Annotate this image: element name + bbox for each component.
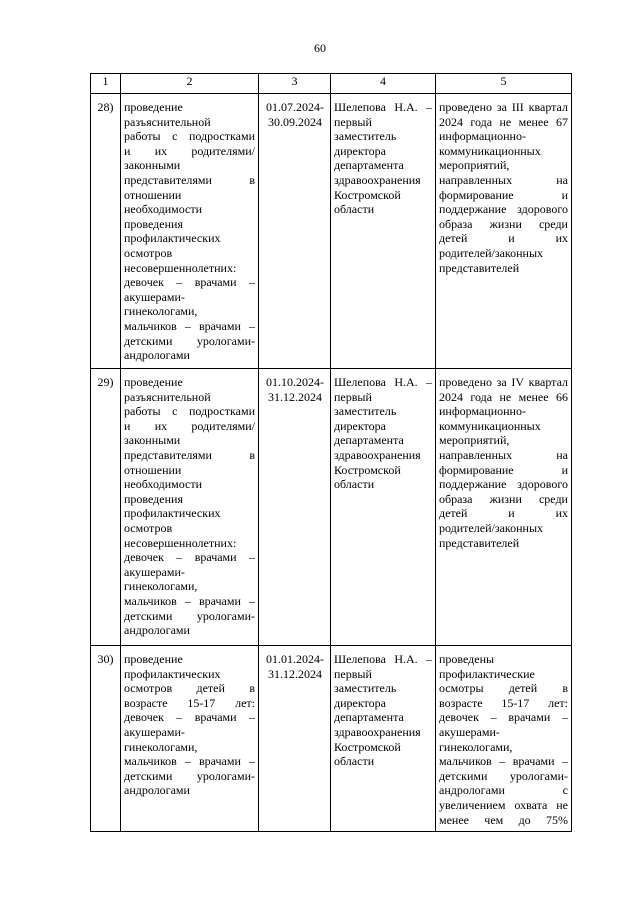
text-line: акушерами- [124, 289, 185, 304]
text-line: образа жизни среди [439, 216, 568, 231]
text-line: необходимости [124, 477, 203, 492]
text-line: директора [334, 695, 386, 710]
text-line: поддержание здорового [439, 477, 568, 492]
page-number: 60 [314, 41, 326, 55]
text-line: заместитель [334, 404, 397, 419]
text-line: андрологами [124, 783, 190, 798]
text-line: разъяснительной [124, 114, 211, 129]
text-line: акушерами- [439, 724, 500, 739]
text-line: первый [334, 114, 372, 129]
text-line: здравоохранения [334, 172, 421, 187]
result-cell [436, 369, 572, 646]
text-line: профилактические [439, 666, 535, 681]
text-line: мальчиков – врачами – [124, 318, 255, 333]
column-number-row [91, 74, 572, 94]
text-line: формирование и [439, 187, 568, 202]
text-line: профилактических [124, 231, 221, 246]
text-line: девочек – врачами – [124, 710, 255, 725]
responsible-cell [331, 646, 436, 832]
activity-cell [121, 369, 259, 646]
text-line: 31.12.2024 [268, 389, 322, 404]
text-line: заместитель [334, 129, 397, 144]
text-line: андрологами с [439, 783, 568, 798]
activity-cell [121, 94, 259, 369]
text-line: профилактических [124, 506, 221, 521]
text-line: направленных на [439, 447, 568, 462]
text-line: департамента [334, 433, 404, 448]
text-line: образа жизни среди [439, 491, 568, 506]
text-line: необходимости [124, 202, 203, 217]
text-line: проведение [124, 375, 183, 389]
column-number: 3 [259, 74, 331, 94]
text-line: здравоохранения [334, 447, 421, 462]
text-line: мальчиков – врачами – [439, 754, 568, 769]
text-line: детскими урологами- [124, 608, 255, 623]
row-number-cell [91, 646, 121, 832]
text-line: проведения [124, 491, 183, 506]
text-line: представителей [439, 260, 520, 275]
result-cell [436, 94, 572, 369]
responsible-cell [331, 369, 436, 646]
text-line: детскими урологами- [439, 768, 568, 783]
text-line: осмотры детей в [439, 681, 568, 696]
responsible-cell [331, 94, 436, 369]
row-number-cell [91, 369, 121, 646]
column-number: 5 [436, 74, 572, 94]
text-line: работы с подростками [124, 129, 255, 144]
text-line: детей и их [439, 506, 568, 521]
text-line: представителей [439, 535, 520, 550]
text-line: и их родителями/ [124, 418, 255, 433]
text-line: первый [334, 389, 372, 404]
text-line: директора [334, 143, 386, 158]
text-line: девочек – врачами – [439, 710, 568, 725]
dates-cell [259, 94, 331, 369]
text-line: отношении [124, 187, 182, 202]
text-line: проведено за III квартал [439, 100, 568, 114]
column-number: 1 [91, 74, 121, 94]
text-line: менее чем до 75% [439, 812, 568, 827]
activity-cell [121, 646, 259, 832]
text-line: несовершеннолетних: [124, 535, 237, 550]
text-line: коммуникационных [439, 418, 541, 433]
text-line: здравоохранения [334, 724, 421, 739]
text-line: департамента [334, 710, 404, 725]
text-line: 31.12.2024 [268, 666, 322, 681]
text-line: Костромской [334, 462, 401, 477]
text-line: родителей/законных [439, 245, 544, 260]
text-line: информационно- [439, 404, 526, 419]
text-line: андрологами [124, 348, 190, 363]
text-line: возрасте 15-17 лет: [439, 695, 568, 710]
text-line: осмотров [124, 520, 173, 535]
text-line: директора [334, 418, 386, 433]
text-line: акушерами- [124, 564, 185, 579]
text-line: представителями в [124, 447, 255, 462]
column-number: 4 [331, 74, 436, 94]
text-line: заместитель [334, 681, 397, 696]
text-line: проведение [124, 100, 183, 114]
text-line: 01.01.2024- [266, 652, 324, 666]
result-cell [436, 646, 572, 832]
text-line: 01.10.2024- [266, 375, 324, 389]
text-line: законными [124, 158, 181, 173]
text-line: Костромской [334, 187, 401, 202]
text-line: детскими урологами- [124, 333, 255, 348]
text-line: законными [124, 433, 181, 448]
column-number: 2 [121, 74, 259, 94]
text-line: гинекологами, [439, 739, 513, 754]
text-line: Шелепова Н.А. – [334, 652, 432, 666]
text-line: гинекологами, [124, 739, 198, 754]
text-line: Шелепова Н.А. – [334, 375, 432, 389]
text-line: направленных на [439, 172, 568, 187]
text-line: проведены [439, 652, 495, 666]
text-line: информационно- [439, 129, 526, 144]
table-row [91, 646, 572, 832]
row-number: 28) [97, 100, 114, 114]
text-line: 2024 года не менее 67 [439, 114, 568, 129]
text-line: гинекологами, [124, 304, 198, 319]
text-line: Костромской [334, 739, 401, 754]
text-line: 01.07.2024- [266, 100, 324, 114]
table-row [91, 369, 572, 646]
text-line: области [334, 754, 375, 769]
text-line: акушерами- [124, 724, 185, 739]
text-line: первый [334, 666, 372, 681]
text-line: профилактических [124, 666, 221, 681]
row-number-cell [91, 94, 121, 369]
text-line: представителями в [124, 172, 255, 187]
text-line: девочек – врачами – [124, 550, 255, 565]
text-line: области [334, 477, 375, 492]
text-line: проведения [124, 216, 183, 231]
text-line: мероприятий, [439, 158, 510, 173]
text-line: осмотров [124, 245, 173, 260]
text-line: формирование и [439, 462, 568, 477]
text-line: проведено за IV квартал [439, 375, 568, 389]
text-line: поддержание здорового [439, 202, 568, 217]
dates-cell [259, 646, 331, 832]
text-line: проведение [124, 652, 183, 666]
text-line: детскими урологами- [124, 768, 255, 783]
dates-cell [259, 369, 331, 646]
text-line: коммуникационных [439, 143, 541, 158]
text-line: 30.09.2024 [268, 114, 322, 129]
text-line: разъяснительной [124, 389, 211, 404]
text-line: мальчиков – врачами – [124, 754, 255, 769]
row-number: 30) [97, 652, 114, 666]
text-line: девочек – врачами – [124, 275, 255, 290]
text-line: возрасте 15-17 лет: [124, 695, 255, 710]
text-line: 2024 года не менее 66 [439, 389, 568, 404]
text-line: увеличением охвата не [439, 797, 568, 812]
row-number: 29) [97, 375, 114, 389]
text-line: департамента [334, 158, 404, 173]
table-row [91, 94, 572, 369]
text-line: отношении [124, 462, 182, 477]
text-line: несовершеннолетних: [124, 260, 237, 275]
text-line: мальчиков – врачами – [124, 593, 255, 608]
text-line: детей и их [439, 231, 568, 246]
text-line: Шелепова Н.А. – [334, 100, 432, 114]
text-line: осмотров детей в [124, 681, 255, 696]
text-line: андрологами [124, 623, 190, 638]
measures-table [90, 73, 572, 832]
text-line: работы с подростками [124, 404, 255, 419]
text-line: и их родителями/ [124, 143, 255, 158]
text-line: мероприятий, [439, 433, 510, 448]
text-line: родителей/законных [439, 520, 544, 535]
text-line: гинекологами, [124, 579, 198, 594]
text-line: области [334, 202, 375, 217]
